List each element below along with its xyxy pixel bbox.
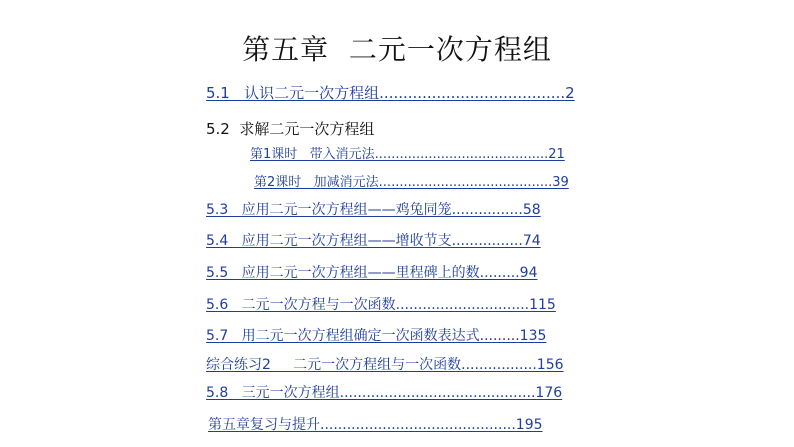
toc-link-chapter-review[interactable]: 第五章复习与提升............................................195	[208, 417, 543, 433]
toc-link-5-8[interactable]: 5.8 三元一次方程组............................................176	[206, 385, 563, 401]
toc-link-5-2-lesson-2[interactable]: 第2课时 加减消元法..........................................39	[254, 175, 569, 190]
toc-link-5-1[interactable]: 5.1 认识二元一次方程组.......................................2	[206, 84, 575, 102]
toc-link-review-2[interactable]: 综合练习2 二元一次方程组与一次函数.................156	[206, 357, 564, 373]
toc-link-5-4[interactable]: 5.4 应用二元一次方程组——增收节支................74	[206, 233, 541, 249]
toc-link-5-7[interactable]: 5.7 用二元一次方程组确定一次函数表达式.........135	[206, 328, 547, 344]
toc-link-5-2-lesson-1[interactable]: 第1课时 带入消元法..........................................21	[250, 147, 565, 162]
toc-link-5-6[interactable]: 5.6 二元一次方程与一次函数..............................115	[206, 297, 556, 313]
toc-link-5-3[interactable]: 5.3 应用二元一次方程组——鸡兔同笼................58	[206, 202, 541, 218]
toc-heading-5-2: 5.2 求解二元一次方程组	[206, 120, 375, 138]
page-title: 第五章 二元一次方程组	[242, 33, 552, 66]
toc-link-5-5[interactable]: 5.5 应用二元一次方程组——里程碑上的数.........94	[206, 265, 538, 281]
